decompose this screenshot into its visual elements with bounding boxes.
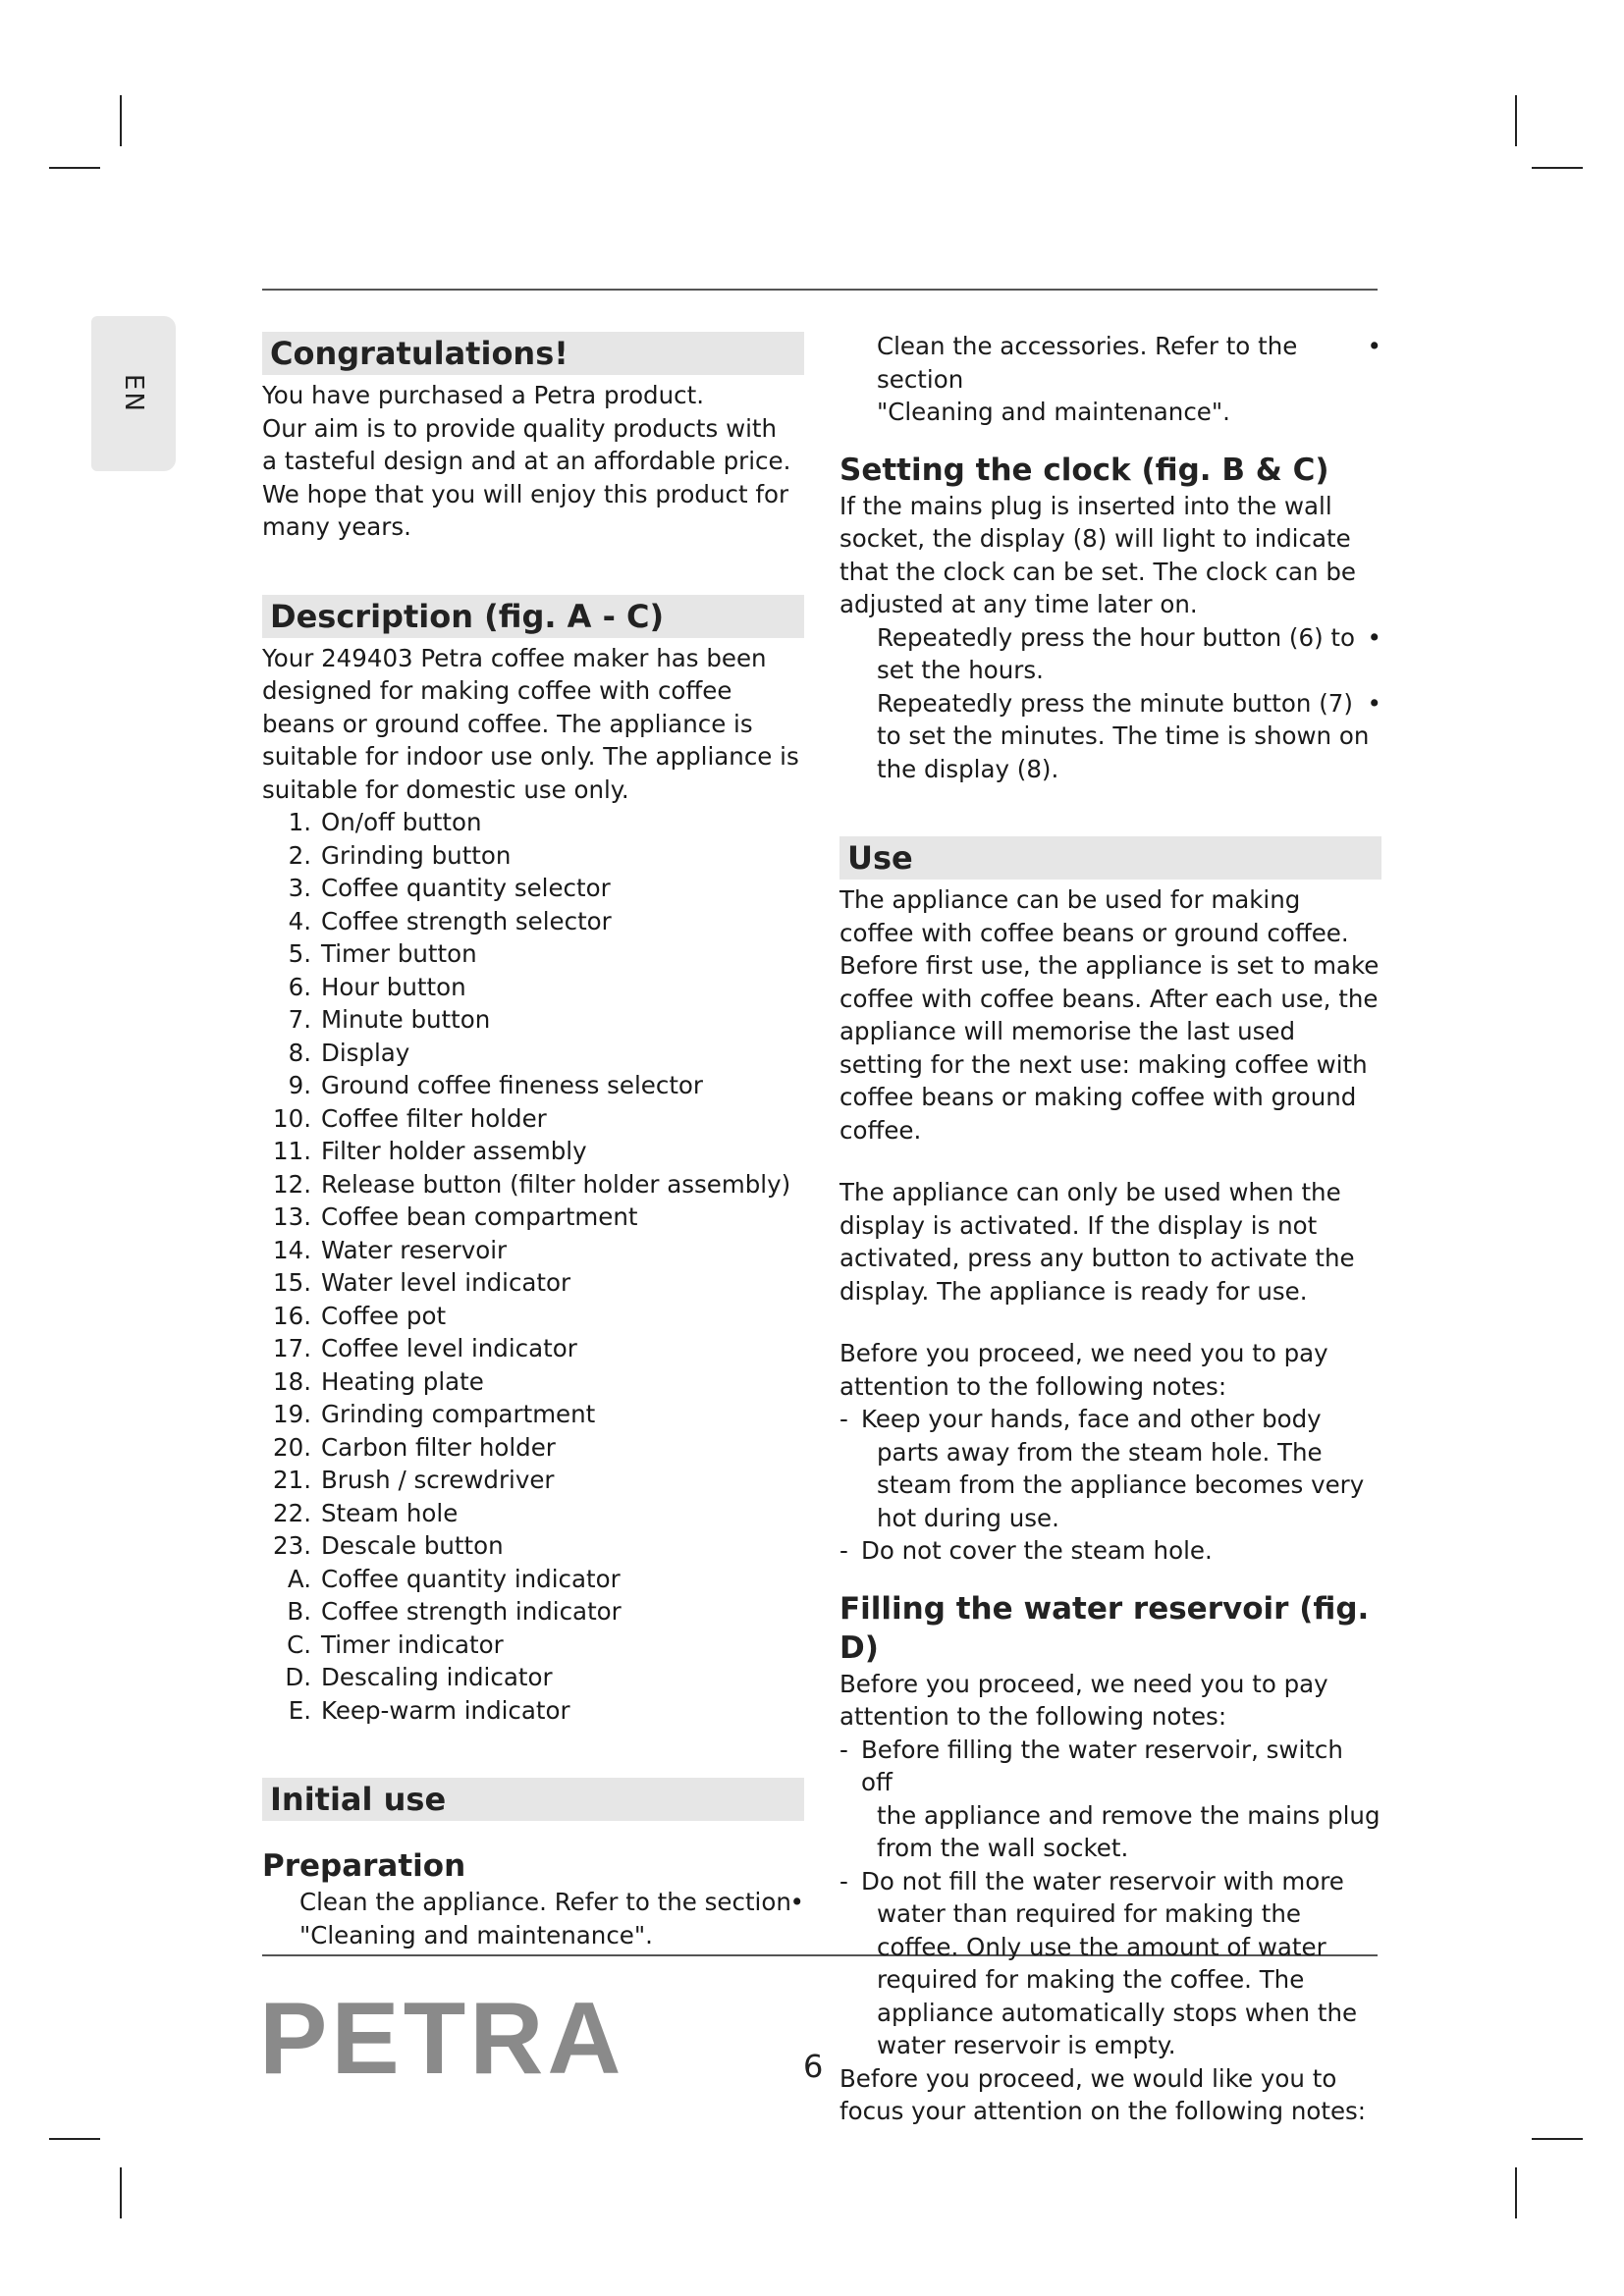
item-number: 22. — [273, 1498, 311, 1527]
parts-list-item — [262, 1629, 804, 1662]
item-label: Brush / screwdriver — [321, 1466, 555, 1494]
item-number: D. — [285, 1663, 311, 1691]
petra-logo — [257, 1993, 670, 2081]
item-label: Steam hole — [321, 1498, 459, 1527]
parts-list-item — [262, 971, 804, 1004]
item-number: 6. — [288, 972, 311, 1001]
item-label: Timer indicator — [321, 1629, 504, 1659]
parts-list-item — [262, 1102, 804, 1136]
step-text: Clean the appliance. Refer to the section — [299, 1888, 791, 1916]
item-label: Coffee strength selector — [321, 906, 612, 935]
initial-use-heading: Initial use — [262, 1778, 804, 1821]
language-tab — [91, 316, 176, 471]
item-number: E. — [288, 1695, 311, 1725]
item-number: 21. — [273, 1466, 311, 1494]
parts-list-item — [262, 1661, 804, 1694]
parts-list-item — [262, 1300, 804, 1333]
item-number: 12. — [273, 1169, 311, 1199]
item-number: 8. — [288, 1038, 311, 1067]
item-label: Descaling indicator — [321, 1663, 553, 1691]
preparation-step — [262, 1886, 804, 1951]
use-note: - Keep your hands, face and other body parts away from the steam hole. The steam from the appliance becomes very hot during use. — [839, 1403, 1381, 1534]
congrats-line: many years. — [262, 512, 411, 541]
crop-mark — [120, 2167, 122, 2218]
parts-list-item — [262, 839, 804, 873]
item-label: Carbon filter holder — [321, 1432, 556, 1462]
preparation-step — [839, 330, 1381, 429]
item-label: Coffee quantity indicator — [321, 1564, 621, 1593]
parts-list-item — [262, 1266, 804, 1300]
item-number: 23. — [273, 1531, 311, 1560]
item-label: Grinding button — [321, 840, 512, 870]
item-label: Release button (filter holder assembly) — [321, 1169, 791, 1199]
parts-list-item — [262, 806, 804, 839]
item-number: 1. — [288, 808, 311, 836]
item-label: Coffee level indicator — [321, 1334, 577, 1362]
parts-list-item — [262, 1464, 804, 1497]
item-number: 17. — [273, 1334, 311, 1362]
congrats-line: You have purchased a Petra product. — [262, 381, 704, 409]
parts-list-item — [262, 905, 804, 938]
item-number: 18. — [273, 1366, 311, 1396]
item-label: Filter holder assembly — [321, 1137, 587, 1165]
congrats-line: a tasteful design and at an affordable price. — [262, 447, 791, 475]
parts-list-item — [262, 1595, 804, 1629]
crop-mark — [1532, 2138, 1583, 2140]
bullet-icon: • — [1367, 332, 1381, 360]
item-label: On/off button — [321, 808, 482, 836]
bullet-icon: • — [789, 1888, 804, 1916]
parts-list-item — [262, 1529, 804, 1563]
note-first-line: Do not fill the water reservoir with more — [861, 1866, 1344, 1896]
filling-note: - Do not fill the water reservoir with more water than required for making the coffee. Only use the amount of water required for making the coffee. The appliance automatically stops when the water reservoir is empty. — [839, 1865, 1381, 2062]
note-continuation: water than required for making the coffee. Only use the amount of water required for making the coffee. The appliance automatically stops when the water reservoir is empty. — [877, 1899, 1358, 2059]
filling-notes-intro: Before you proceed, we need you to pay attention to the following notes: — [839, 1669, 1328, 1731]
item-label: Coffee strength indicator — [321, 1597, 622, 1626]
item-label: Ground coffee fineness selector — [321, 1071, 703, 1099]
use-heading: Use — [839, 836, 1381, 880]
note-first-line: Keep your hands, face and other body — [861, 1405, 1322, 1433]
item-label: Keep-warm indicator — [321, 1695, 570, 1725]
item-label: Hour button — [321, 972, 466, 1001]
preparation-heading: Preparation — [262, 1848, 466, 1884]
filling-note: - Before filling the water reservoir, switch off the appliance and remove the mains plug from the wall socket. — [839, 1734, 1381, 1865]
item-number: B. — [287, 1597, 311, 1626]
crop-mark — [1515, 2167, 1517, 2218]
item-number: 2. — [288, 840, 311, 870]
use-paragraph: The appliance can be used for making coffee with coffee beans or ground coffee. Before first use, the appliance is set to make coffee with coffee beans. After each use, the appliance will memorise the last used setting for the next use: making coffee with coffee beans or making coffee with ground coffee. — [839, 885, 1380, 1145]
item-label: Water reservoir — [321, 1235, 508, 1264]
crop-mark — [120, 95, 122, 146]
left-column — [262, 332, 804, 1951]
congrats-line: Our aim is to provide quality products with — [262, 413, 778, 443]
note-continuation: the appliance and remove the mains plug from the wall socket. — [877, 1800, 1380, 1862]
congrats-line: We hope that you will enjoy this product for — [262, 479, 789, 508]
parts-list-item — [262, 1365, 804, 1399]
note-first-line: Before filling the water reservoir, switch off — [861, 1735, 1343, 1796]
crop-mark — [1532, 167, 1583, 169]
note-first-line: Do not cover the steam hole. — [861, 1536, 1213, 1565]
bullet-icon: • — [1367, 688, 1381, 718]
top-rule — [262, 289, 1378, 291]
item-number: 5. — [288, 939, 311, 968]
item-label: Water level indicator — [321, 1268, 571, 1297]
parts-list-item — [262, 1431, 804, 1465]
item-label: Timer button — [321, 939, 477, 968]
item-label: Coffee pot — [321, 1301, 447, 1330]
item-number: 20. — [273, 1432, 311, 1462]
parts-list-item — [262, 1135, 804, 1168]
parts-list-item — [262, 1332, 804, 1365]
step-text: Repeatedly press the minute button (7) to set the minutes. The time is shown on the display (8). — [877, 688, 1370, 783]
clock-intro: If the mains plug is inserted into the wall socket, the display (8) will light to indicate that the clock can be set. The clock can be adjusted at any time later on. — [839, 491, 1356, 618]
use-note: - Do not cover the steam hole. — [839, 1534, 1381, 1568]
parts-list-item — [262, 1168, 804, 1201]
parts-list-item — [262, 1201, 804, 1234]
item-number: C. — [287, 1629, 311, 1659]
parts-list-item — [262, 1069, 804, 1102]
step-text: "Cleaning and maintenance". — [877, 398, 1230, 426]
description-intro: Your 249403 Petra coffee maker has been designed for making coffee with coffee beans or ground coffee. The appliance is suitable for indoor use only. The appliance is suitable for domestic use only. — [262, 643, 799, 804]
description-heading: Description (fig. A - C) — [262, 595, 804, 638]
note-continuation: parts away from the steam hole. The steam from the appliance becomes very hot during use. — [877, 1437, 1365, 1532]
item-number: 13. — [273, 1202, 311, 1231]
filling-closing: Before you proceed, we would like you to focus your attention on the following notes: — [839, 2063, 1367, 2125]
item-label: Coffee quantity selector — [321, 874, 611, 902]
item-label: Heating plate — [321, 1366, 484, 1396]
clock-step — [839, 621, 1381, 687]
item-number: 15. — [273, 1268, 311, 1297]
bullet-icon: • — [1367, 622, 1381, 652]
clock-heading: Setting the clock (fig. B & C) — [839, 452, 1329, 488]
item-number: 11. — [273, 1137, 311, 1165]
crop-mark — [1515, 95, 1517, 146]
step-text: "Cleaning and maintenance". — [299, 1920, 653, 1949]
item-number: A. — [287, 1564, 311, 1593]
logo-text: PETRA — [259, 1993, 625, 2081]
item-number: 7. — [288, 1005, 311, 1034]
item-number: 19. — [273, 1400, 311, 1428]
parts-list-item — [262, 1037, 804, 1070]
item-number: 4. — [288, 906, 311, 935]
use-paragraph: The appliance can only be used when the display is activated. If the display is not activated, press any button to activate the display. The appliance is ready for use. — [839, 1178, 1355, 1306]
parts-list-item — [262, 1694, 804, 1728]
parts-list-item — [262, 1003, 804, 1037]
use-notes-intro: Before you proceed, we need you to pay attention to the following notes: — [839, 1339, 1328, 1401]
parts-list-item — [262, 872, 804, 905]
parts-list-item — [262, 1234, 804, 1267]
language-tab-label: EN — [119, 374, 148, 413]
item-label: Coffee bean compartment — [321, 1202, 638, 1231]
parts-list-item — [262, 1398, 804, 1431]
crop-mark — [49, 2138, 100, 2140]
item-label: Descale button — [321, 1531, 504, 1560]
item-label: Display — [321, 1038, 410, 1067]
item-label: Coffee filter holder — [321, 1103, 547, 1133]
item-number: 14. — [273, 1235, 311, 1264]
parts-list — [262, 806, 804, 1727]
step-text: Clean the accessories. Refer to the section — [877, 332, 1298, 394]
item-number: 16. — [273, 1301, 311, 1330]
step-text: Repeatedly press the hour button (6) to set the hours. — [877, 622, 1356, 684]
clock-step — [839, 687, 1381, 786]
item-number: 10. — [273, 1103, 311, 1133]
item-number: 3. — [288, 874, 311, 902]
parts-list-item — [262, 1497, 804, 1530]
right-column — [839, 330, 1381, 2128]
page-number: 6 — [803, 2048, 824, 2085]
parts-list-item — [262, 1563, 804, 1596]
item-number: 9. — [288, 1071, 311, 1099]
filling-heading: Filling the water reservoir (fig. D) — [839, 1590, 1370, 1666]
item-label: Grinding compartment — [321, 1400, 596, 1428]
item-label: Minute button — [321, 1005, 491, 1034]
congratulations-heading: Congratulations! — [262, 332, 804, 375]
parts-list-item — [262, 937, 804, 971]
crop-mark — [49, 167, 100, 169]
